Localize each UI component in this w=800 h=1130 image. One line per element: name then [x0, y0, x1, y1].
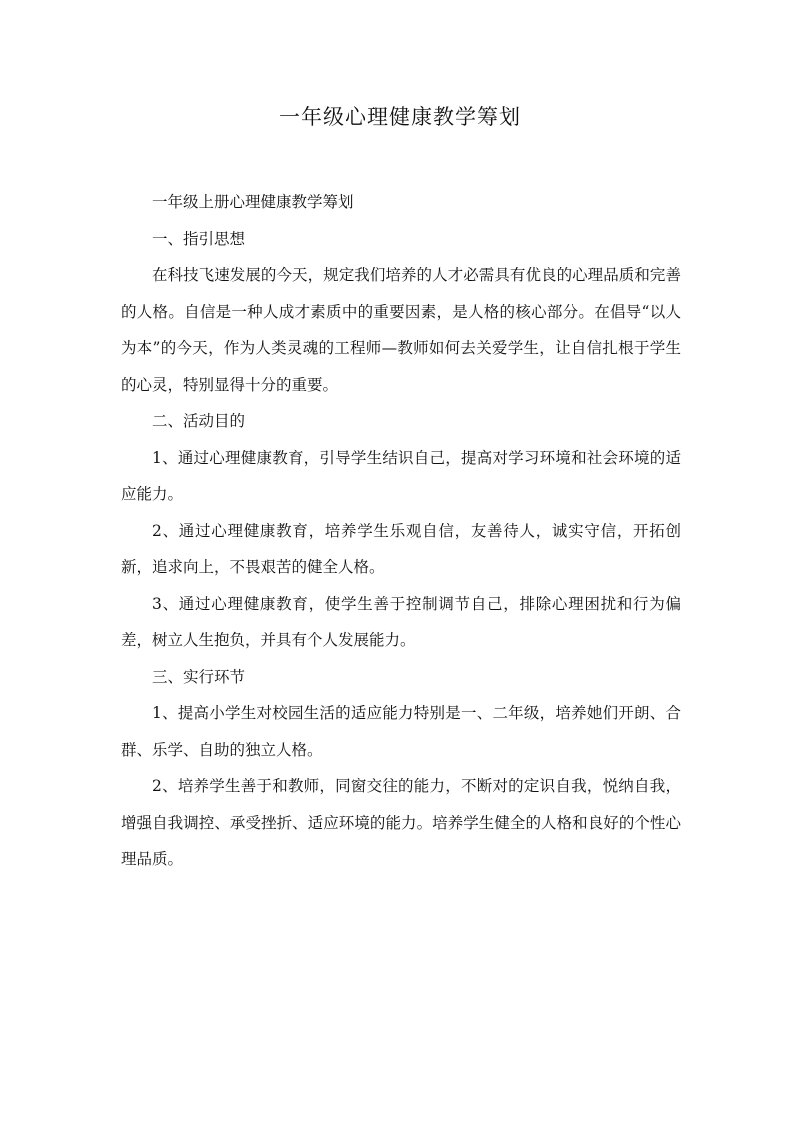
document-body: [121, 184, 681, 878]
paragraph-step-1: 1、提高小学生对校园生活的适应能力特别是一、二年级，培养她们开朗、合群、乐学、自助的独立人格。: [121, 704, 681, 759]
section-heading-guiding-thought: 一、指引思想: [152, 229, 246, 248]
paragraph-goal-1: 1、通过心理健康教育，引导学生结识自己，提高对学习环境和社会环境的适应能力。: [121, 448, 681, 503]
paragraph-guiding-thought: 在科技飞速发展的今天，规定我们培养的人才必需具有优良的心理品质和完善的人格。自信是一种人成才素质中的重要因素，是人格的核心部分。在倡导“以人为本”的今天，作为人类灵魂的工程师—教师如何去关爱学生，让自信扎根于学生的心灵，特别显得十分的重要。: [121, 266, 681, 394]
section-heading-activity-goals: 二、活动目的: [152, 412, 246, 430]
document-title: 一年级心理健康教学筹划: [279, 105, 521, 129]
paragraph-goal-2: 2、通过心理健康教育，培养学生乐观自信，友善待人，诚实守信，开拓创新，追求向上，不畏艰苦的健全人格。: [121, 521, 681, 576]
section-heading-implementation-steps: 三、实行环节: [152, 667, 246, 686]
paragraph-goal-3: 3、通过心理健康教育，使学生善于控制调节自己，排除心理困扰和行为偏差，树立人生抱负，并具有个人发展能力。: [121, 594, 681, 649]
paragraph-step-2: 2、培养学生善于和教师，同窗交往的能力，不断对的定识自我，悦纳自我，增强自我调控、承受挫折、适应环境的能力。培养学生健全的人格和良好的个性心理品质。: [121, 777, 681, 868]
document-subtitle: 一年级上册心理健康教学筹划: [152, 193, 354, 211]
